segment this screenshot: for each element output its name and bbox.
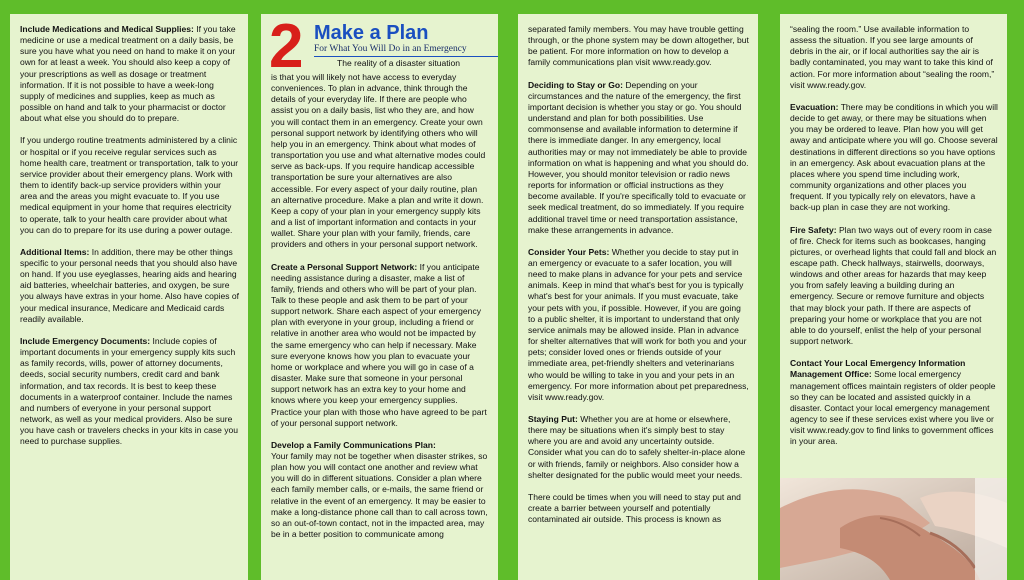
stay-or-go-heading: Deciding to Stay or Go: xyxy=(528,79,623,90)
pets-section xyxy=(528,247,749,403)
make-a-plan-header xyxy=(269,14,489,81)
stay-or-go-section xyxy=(528,80,749,236)
communications-plan-continued: separated family members. You may have trouble getting through, or the phone system may be down altogether, but be patient. For more information on how to develop a family communications plan visit www.ready.gov. xyxy=(528,24,749,68)
column-1 xyxy=(10,14,248,580)
sealing-room-continued: “sealing the room.” Use available information to assess the situation. If you see large amounts of debris in the air, or if local authorities say the air is badly contaminated, you may want to take this kind of action. For more information about “sealing the room,” visit www.ready.gov. xyxy=(790,24,995,90)
intro-lead-text: The reality of a disaster situation xyxy=(337,58,461,68)
stay-or-go-text: Depending on your circumstances and the nature of the emergency, the first important decision is whether you stay or go. You should understand and plan for both possibilities. Use commonsense and available information to determine if there is immediate danger. In any emergency, local authorities may or may not immediately be able to provide information on what is happening and what you should do. However, you should monitor television or radio news reports for information or official instructions as they become available. If you're specifically told to evacuate or seek medical treatment, do so immediately. If you require additional travel time or need transportation assistance, make these arrangements in advance. xyxy=(528,79,749,235)
page-title: Make a Plan xyxy=(314,22,429,44)
title-divider xyxy=(314,56,498,57)
evacuation-section xyxy=(790,102,998,214)
pets-text: Whether you decide to stay put in an emergency or evacuate to a safer location, you will need to make plans in advance for your pets and service animals. Keep in mind that what's best for you is typically what's best for your animals. If you must evacuate, take your pets with you, if possible. However, if you are going to a public shelter, it is important to understand that only service animals may be allowed inside. Plan in advance for shelter alternatives that will work for both you and your pets; consider loved ones or friends outside of your immediate area, pet-friendly shelters and veterinarians who would be willing to take in you and your pets in an emergency. For more information about pet preparedness, visit www.ready.gov. xyxy=(528,246,749,402)
evacuation-heading: Evacuation: xyxy=(790,101,839,112)
medications-heading: Include Medications and Medical Supplies: xyxy=(20,24,194,34)
local-office-heading: Contact Your Local Emergency Information Management Office: xyxy=(790,358,966,380)
medications-section xyxy=(20,24,239,124)
column-3 xyxy=(518,14,758,580)
evacuation-text: There may be conditions in which you will decide to get away, or there may be situations when you may be ordered to leave. Plan how you will get away and anticipate where you will go. Choose several destinations in different directions so you have options in an emergency. Ask about evacuation plans at the places where you spend time including work, community organizations and other places you frequent. If you typically rely on elevators, have a back-up plan in case they are not working. xyxy=(790,101,998,213)
fire-safety-text: Plan two ways out of every room in case of fire. Check for items such as bookcases, hanging pictures, or overhead lights that could fall and block an escape path. Check hallways, stairwells, doorways, windows and other areas for hazards that may keep you from safely leaving a building during an emergency. Secure or remove furniture and objects that may block your path. If there are aspects of preparing your home or workplace that you are not able to do yourself, enlist the help of your personal support network. xyxy=(790,224,997,347)
staying-put-section xyxy=(528,414,749,481)
pets-heading: Consider Your Pets: xyxy=(528,246,610,257)
support-network-heading: Create a Personal Support Network: xyxy=(271,261,418,272)
local-office-text: Some local emergency management offices maintain registers of older people so they can be located and assisted quickly in a disaster. Contact your local emergency management agency to see if these services exist where you live or visit www.ready.gov to find links to government offices in your area. xyxy=(790,369,996,447)
step-number: 2 xyxy=(269,14,302,81)
make-a-plan-intro: is that you will likely not have access to everyday conveniences. To plan in advance, think through the details of your everyday life. If there are people who assist you on a daily basis, list who they are, and how you will contact them in an emergency. Create your own personal support network by identifying others who will help you in an emergency. Think about what modes of transportation you use and what alternative modes could serve as back-ups. If you require handicap accessible transportation be sure your alternatives are also accessible. For every aspect of your daily routine, plan an alternative procedure. Make a plan and write it down. Keep a copy of your plan in your emergency supply kits and a list of important information and contacts in your wallet. Share your plan with your family, friends, care providers and others in your personal support network. xyxy=(271,72,486,250)
barrier-paragraph: There could be times when you will need to stay put and create a barrier between yourself and potentially contaminated air outside. This process is known as xyxy=(528,491,741,525)
staying-put-text: Whether you are at home or elsewhere, there may be situations when it's simply best to stay where you are and avoid any uncertainty outside. Consider what you can do to safely shelter-in-place alone or with friends, family or neighbors. Also consider how a shelter designated for the public would meet your needs. xyxy=(528,414,746,480)
fire-safety-section xyxy=(790,225,998,348)
emergency-documents-section xyxy=(20,336,239,448)
routine-treatments-paragraph: If you undergo routine treatments administered by a clinic or hospital or if you receive regular services such as home health care, treatment or transportation, talk to your service provider about their emergency plans. Work with them to identify back-up service providers within your area and the areas you might evacuate to. If you use medical equipment in your home that requires electricity to operate, talk to your health care provider about what you can do to prepare for its use during a power outage. xyxy=(20,135,239,235)
support-network-section xyxy=(271,262,489,429)
holding-hands-photo xyxy=(780,478,1007,580)
holding-hands-image xyxy=(780,478,1007,580)
additional-items-text: In addition, there may be other things specific to your personal needs that you should also have on hand. If you use eyeglasses, hearing aids and hearing aid batteries, wheelchair batteries, and oxygen, be sure you always have extras in your home. Also have copies of your medical insurance, Medicare and Medicaid cards readily available. xyxy=(20,246,240,324)
fire-safety-heading: Fire Safety: xyxy=(790,224,837,235)
staying-put-heading: Staying Put: xyxy=(528,414,578,424)
communications-plan-section xyxy=(271,440,489,540)
medications-text: If you take medicine or use a medical treatment on a daily basis, be sure you have what you need on hand to make it on your own for at least a week. You should also keep a copy of your prescriptions as well as dosage or treatment information. If it is not possible to have a week-long supply of medicines and supplies, keep as much as possible on hand and talk to your pharmacist or doctor about what else you should do to prepare. xyxy=(20,24,236,124)
emergency-documents-text: Include copies of important documents in your emergency supply kits such as family records, wills, power of attorney documents, deeds, social security numbers, credit card and bank information, and tax records. It is best to keep these documents in a waterproof container. Include the names and numbers of everyone in your personal support network, as well as your medical providers. Also be sure you have cash or travelers checks in your kits in case you need to purchase supplies. xyxy=(20,335,239,447)
support-network-text: If you anticipate needing assistance during a disaster, make a list of family, friends and others who will be part of your plan. Talk to these people and ask them to be part of your support network. Share each aspect of your emergency plan with everyone in your group, including a friend or relative in another area who would not be impacted by the same emergency who can help if necessary. Make sure everyone knows how you plan to evacuate your home or workplace and where you will go in case of a disaster. Make sure that someone in your personal support network has an extra key to your home and knows where you keep your emergency supplies. Practice your plan with those who have agreed to be part of your personal support network. xyxy=(271,261,487,428)
communications-plan-text: Your family may not be together when disaster strikes, so plan how you will contact one another and review what you will do in different situations. Consider a plan where each family member calls, or e-mails, the same friend or relative in the event of an emergency. It may be easier to make a long-distance phone call than to call across town, so an out-of-town contact, not in the impacted area, may be in a better position to communicate among xyxy=(271,451,488,540)
communications-plan-heading: Develop a Family Communications Plan: xyxy=(271,439,436,450)
column-2 xyxy=(261,14,498,580)
emergency-documents-heading: Include Emergency Documents: xyxy=(20,335,151,346)
page-subtitle: For What You Will Do in an Emergency xyxy=(314,44,467,54)
additional-items-section xyxy=(20,247,239,325)
local-office-section xyxy=(790,358,998,447)
additional-items-heading: Additional Items: xyxy=(20,246,90,257)
